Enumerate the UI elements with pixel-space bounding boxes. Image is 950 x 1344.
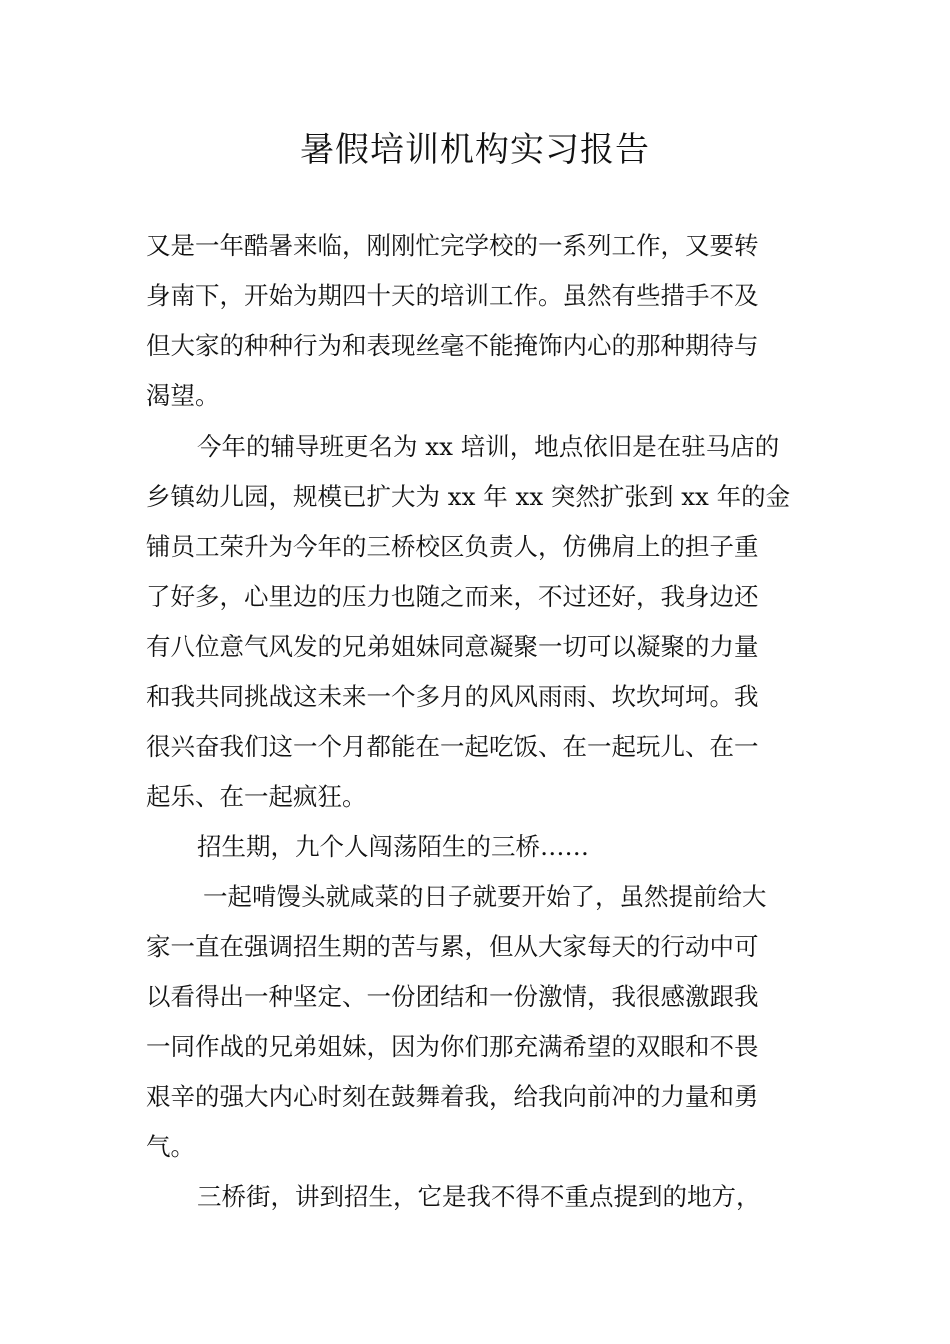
body-line: 一起啃馒头就咸菜的日子就要开始了，虽然提前给大 [203, 882, 767, 911]
body-line: 渴望。 [146, 381, 220, 410]
body-line: 有八位意气风发的兄弟姐妹同意凝聚一切可以凝聚的力量 [146, 632, 759, 661]
body-line: 但大家的种种行为和表现丝毫不能掩饰内心的那种期待与 [146, 331, 759, 360]
body-line: 家一直在强调招生期的苦与累，但从大家每天的行动中可 [146, 932, 759, 961]
body-line: 三桥街，讲到招生，它是我不得不重点提到的地方， [197, 1182, 761, 1211]
body-line: 艰辛的强大内心时刻在鼓舞着我，给我向前冲的力量和勇 [146, 1082, 759, 1111]
body-line: 了好多，心里边的压力也随之而来，不过还好，我身边还 [146, 582, 759, 611]
body-line: 乡镇幼儿园，规模已扩大为 xx 年 xx 突然扩张到 xx 年的金 [146, 482, 791, 511]
body-line: 气。 [146, 1132, 195, 1161]
body-line: 身南下，开始为期四十天的培训工作。虽然有些措手不及 [146, 281, 759, 310]
body-line: 今年的辅导班更名为 xx 培训，地点依旧是在驻马店的 [197, 432, 780, 461]
body-line: 招生期，九个人闯荡陌生的三桥…… [197, 832, 589, 861]
body-line: 和我共同挑战这未来一个多月的风风雨雨、坎坎坷坷。我 [146, 682, 759, 711]
body-line: 起乐、在一起疯狂。 [146, 782, 367, 811]
body-line: 又是一年酷暑来临，刚刚忙完学校的一系列工作，又要转 [146, 231, 759, 260]
body-line: 很兴奋我们这一个月都能在一起吃饭、在一起玩儿、在一 [146, 732, 759, 761]
body-line: 铺员工荣升为今年的三桥校区负责人，仿佛肩上的担子重 [146, 532, 759, 561]
body-line: 一同作战的兄弟姐妹，因为你们那充满希望的双眼和不畏 [146, 1032, 759, 1061]
document-title: 暑假培训机构实习报告 [300, 130, 650, 170]
body-line: 以看得出一种坚定、一份团结和一份激情，我很感激跟我 [146, 982, 759, 1011]
